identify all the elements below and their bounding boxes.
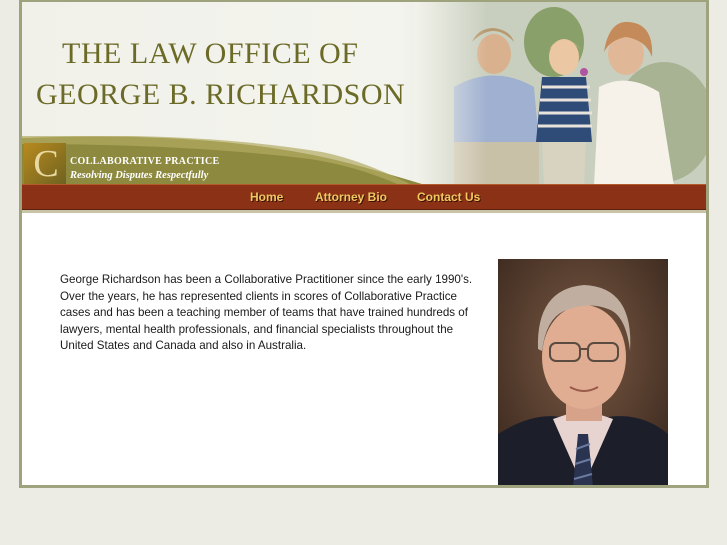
attorney-portrait-image — [498, 259, 668, 487]
title-line-2: GEORGE B. RICHARDSON — [36, 78, 406, 111]
nav-divider — [22, 210, 706, 213]
page-frame — [19, 0, 709, 488]
nav-home-link[interactable]: Home — [250, 190, 284, 204]
collaborative-practice-logo — [24, 143, 66, 184]
logo-letter: C — [33, 143, 59, 184]
logo-tagline: Resolving Disputes Respectfully — [70, 170, 209, 181]
nav-contact-us-link[interactable]: Contact Us — [417, 190, 481, 204]
collaborative-practice-text — [70, 155, 220, 183]
site-header — [22, 0, 706, 184]
bio-paragraph: George Richardson has been a Collaborative Practitioner since the early 1990's. Over the years, he has represented clients in scores of Collaborative Practice cases and has been a teaching member of teams that have trained hundreds of lawyers, mental health professionals, and financial specialists throughout the United States and Canada and also in Australia. — [60, 273, 473, 353]
logo-name: COLLABORATIVE PRACTICE — [70, 156, 220, 167]
attorney-portrait — [498, 259, 668, 487]
title-line-1: THE LAW OFFICE OF — [62, 37, 359, 70]
site-title[interactable] — [36, 35, 436, 117]
main-nav — [22, 184, 706, 210]
nav-attorney-bio-link[interactable]: Attorney Bio — [315, 190, 387, 204]
